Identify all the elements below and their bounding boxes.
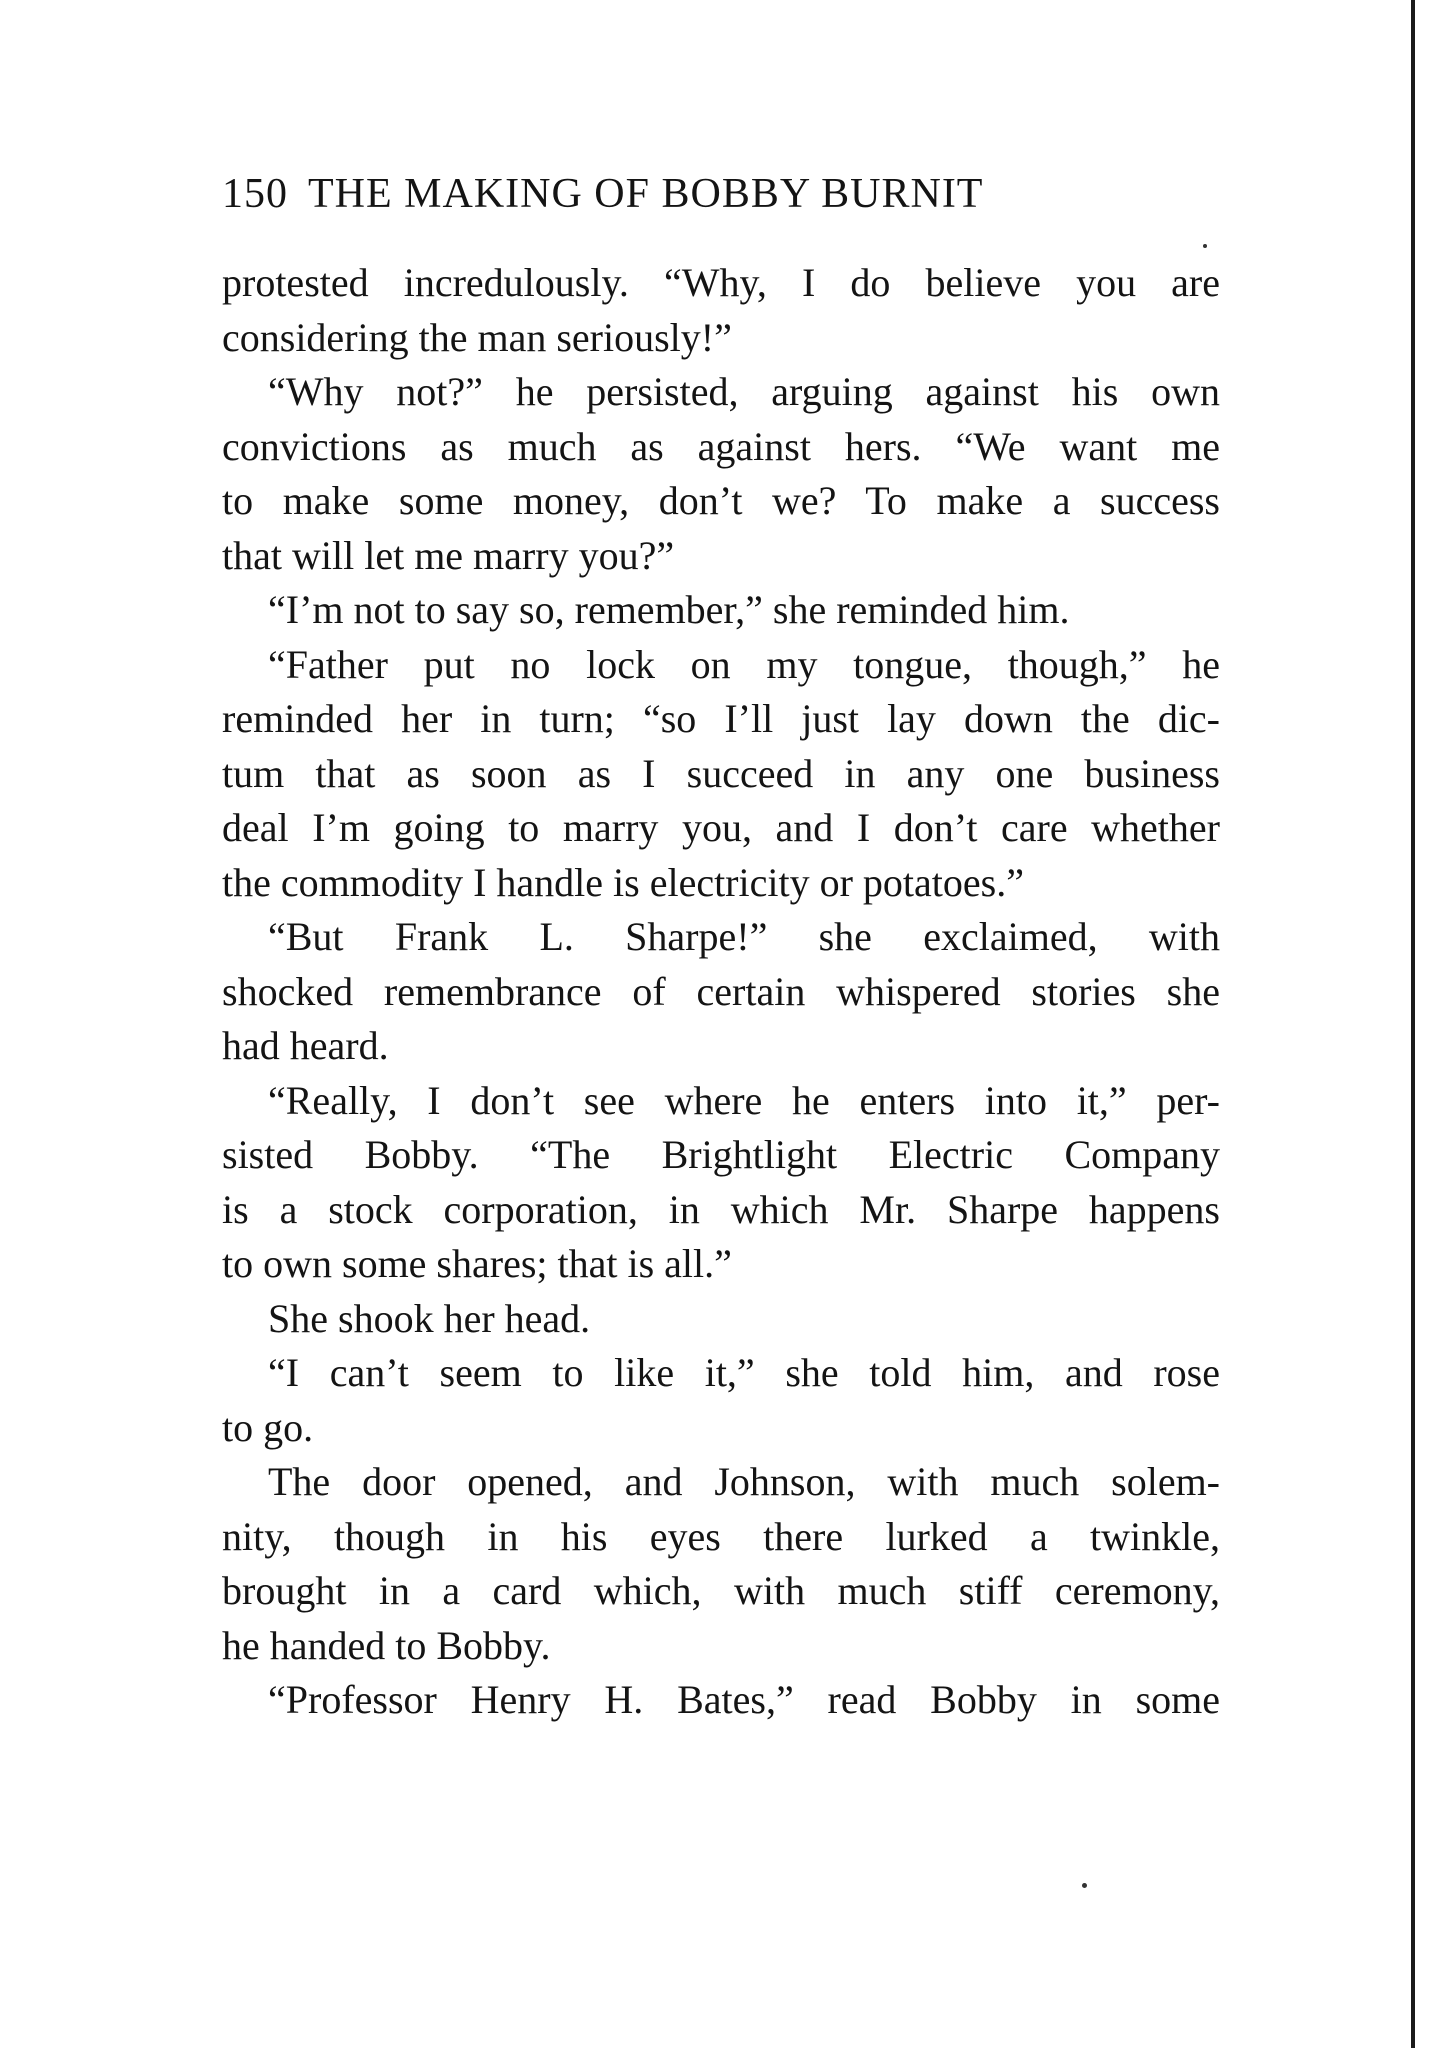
- text-line: tum that as soon as I succeed in any one business: [222, 750, 1220, 796]
- text-line: “Really, I don’t see where he enters into it,” per-: [268, 1077, 1220, 1123]
- text-line: convictions as much as against hers. “We want me: [222, 423, 1220, 469]
- text-line: is a stock corporation, in which Mr. Sharpe happens: [222, 1186, 1220, 1232]
- running-title: THE MAKING OF BOBBY BURNIT: [308, 171, 984, 217]
- text-line: he handed to Bobby.: [222, 1622, 551, 1668]
- text-line: deal I’m going to marry you, and I don’t care whether: [222, 805, 1220, 850]
- paper-speck: [1082, 1883, 1087, 1888]
- text-line: “I’m not to say so, remember,” she reminded him.: [268, 587, 1070, 632]
- binding-edge: [1411, 0, 1415, 2048]
- body-text: [222, 256, 1220, 1728]
- page-number: 150: [222, 171, 288, 217]
- text-line: “Father put no lock on my tongue, though,” he: [268, 641, 1220, 687]
- text-line: to go.: [222, 1404, 314, 1450]
- text-line: She shook her head.: [268, 1295, 591, 1341]
- text-line: “Why not?” he persisted, arguing against his own: [268, 369, 1220, 414]
- text-line: the commodity I handle is electricity or potatoes.”: [222, 859, 1024, 905]
- text-line: that will let me marry you?”: [222, 532, 675, 578]
- text-line: shocked remembrance of certain whispered stories she: [222, 968, 1220, 1014]
- text-line: “I can’t seem to like it,” she told him, and rose: [268, 1350, 1220, 1395]
- running-header: [222, 170, 1222, 218]
- text-line: to own some shares; that is all.”: [222, 1241, 732, 1286]
- text-line: had heard.: [222, 1023, 389, 1068]
- text-line: The door opened, and Johnson, with much solem-: [268, 1459, 1220, 1504]
- text-line: considering the man seriously!”: [222, 314, 732, 360]
- text-line: “But Frank L. Sharpe!” she exclaimed, with: [268, 914, 1220, 959]
- text-line: to make some money, don’t we? To make a success: [222, 478, 1220, 523]
- text-line: brought in a card which, with much stiff ceremony,: [222, 1568, 1220, 1613]
- text-line: sisted Bobby. “The Brightlight Electric Company: [222, 1132, 1220, 1177]
- text-line: nity, though in his eyes there lurked a twinkle,: [222, 1513, 1220, 1559]
- text-line: “Professor Henry H. Bates,” read Bobby in some: [268, 1677, 1220, 1722]
- text-line: reminded her in turn; “so I’ll just lay down the dic-: [222, 696, 1220, 741]
- paper-speck: [1203, 244, 1207, 248]
- text-line: protested incredulously. “Why, I do believe you are: [222, 260, 1220, 305]
